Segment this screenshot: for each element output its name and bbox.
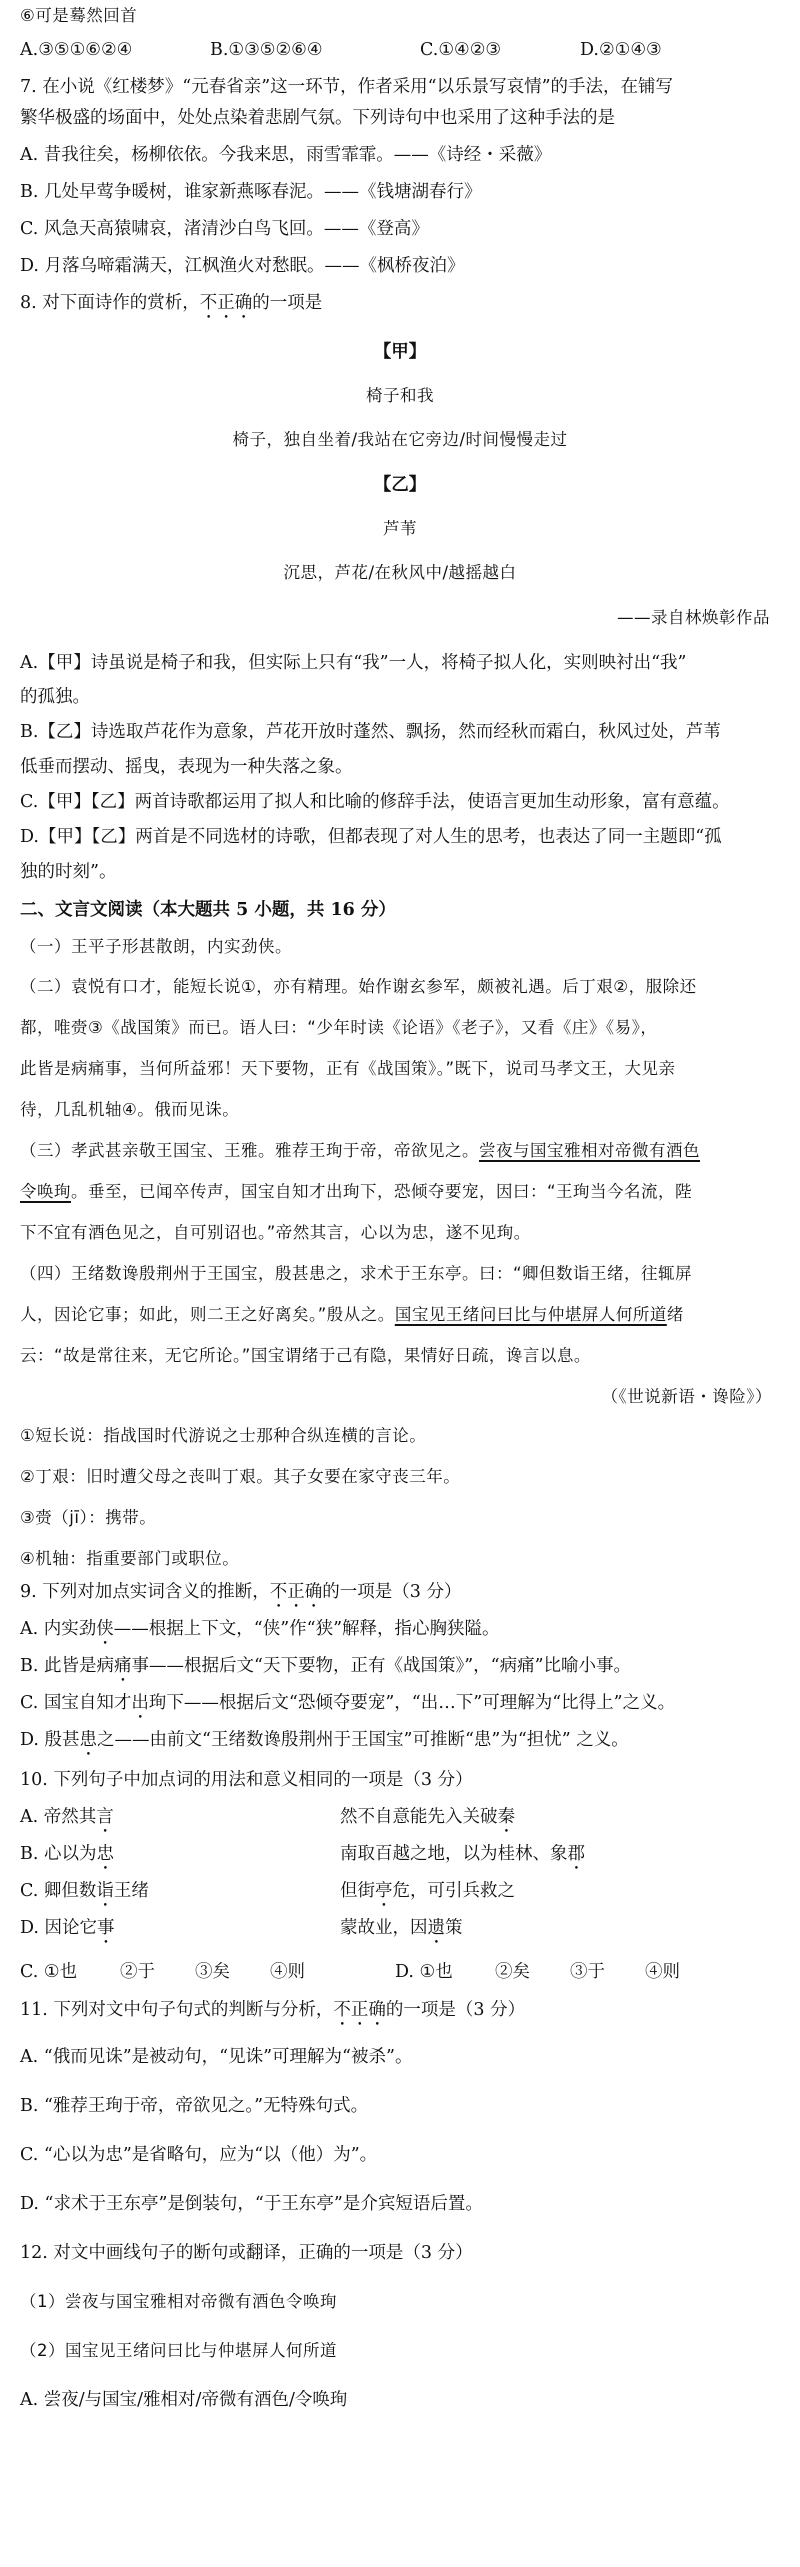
passage-3-line-3: 下不宜有酒色见之，自可别诏也。”帝然其言，心以为忠，遂不见珣。 [20, 1223, 531, 1242]
question-12-stem: 12. 对文中画线句子的断句或翻译，正确的一项是（3 分） [20, 2243, 473, 2263]
passage-text: 。垂至，已闻卒传声，国宝自知才出珣下，恐倾夺要宠，因曰：“王珣当今名流，陛 [71, 1182, 693, 1201]
question-12-sentence-1: （1）尝夜与国宝雅相对帝微有酒色令唤珣 [20, 2292, 337, 2311]
option-text: C. 国宝自知才 [20, 1693, 132, 1713]
question-7-option-c: C. 风急天高猿啸哀，渚清沙白鸟飞回。——《登高》 [20, 219, 429, 239]
poem-yi-title: 芦苇 [383, 519, 417, 538]
dotted-word: 郡 [567, 1844, 585, 1864]
dotted-word: 亭 [375, 1881, 393, 1901]
question-9-option-a [20, 1617, 780, 1649]
choice-token: ④则 [645, 1962, 680, 1982]
compare-sentence [340, 1879, 515, 1911]
question-10-option-a [20, 1805, 780, 1837]
passage-4-line-1: （四）王绪数谗殷荆州于王国宝，殷甚患之，求术于王东亭。曰：“卿但数诣王绪，往辄屏 [20, 1264, 693, 1283]
question-8-option-b-1: B.【乙】诗选取芦花作为意象，芦花开放时蓬然、飘扬，然而经秋而霜白，秋风过处，芦苇 [20, 722, 721, 742]
question-9-stem [20, 1580, 780, 1612]
question-10-option-b [20, 1842, 780, 1874]
order-option-d: D.②①④③ [580, 40, 662, 60]
option-text: 之——由前文“王绪数谗殷荆州于王国宝”可推断“患”为“担忧” 之义。 [97, 1730, 629, 1750]
dotted-word: 诣 [96, 1881, 114, 1901]
stem-text: 的一项是（3 分） [322, 1582, 462, 1602]
passage-1: （一）王平子形甚散朗，内实劲侠。 [20, 937, 292, 956]
order-option-c: C.①④②③ [420, 40, 502, 60]
stem-text: 的一项是（3 分） [385, 2000, 526, 2020]
choice-token: ②矣 [495, 1962, 530, 1982]
poem-yi-body: 沉思，芦花/在秋风中/越摇越白 [283, 563, 517, 582]
passage-text: （三）孝武甚亲敬王国宝、王雅。雅荐王珣于帝，帝欲见之。 [20, 1141, 479, 1160]
note-2: ②丁艰：旧时遭父母之丧叫丁艰。其子女要在家守丧三年。 [20, 1467, 461, 1486]
stem-text: 9. 下列对加点实词含义的推断， [20, 1582, 270, 1602]
underlined-sentence: 尝夜与国宝雅相对帝微有酒色 [479, 1141, 700, 1160]
dotted-word: 忠 [96, 1844, 114, 1864]
question-12-sentence-2: （2）国宝见王绪问曰比与仲堪屏人何所道 [20, 2341, 337, 2360]
option-text: ——根据上下文，“侠”作“狭”解释，指心胸狭隘。 [113, 1619, 500, 1639]
compare-sentence [340, 1805, 515, 1837]
option-text: 事——根据后文“天下要物，正有《战国策》”，“病痛”比喻小事。 [131, 1656, 632, 1676]
choice-token: ③于 [570, 1962, 605, 1982]
question-8-option-a-2: 的孤独。 [20, 687, 90, 707]
passage-text: 人，因论它事；如此，则二王之好离矣。”殷从之。 [20, 1305, 395, 1324]
dotted-word: 言 [96, 1807, 114, 1827]
stem-text: 的一项是 [252, 293, 323, 313]
question-7-option-b: B. 几处早莺争暖树，谁家新燕啄春泥。——《钱塘湖春行》 [20, 182, 482, 202]
passage-2-line-4: 待，几乱机轴④。俄而见诛。 [20, 1100, 240, 1119]
underlined-sentence: 国宝见王绪问曰比与仲堪屏人何所道 [394, 1305, 667, 1324]
order-option-a: A.③⑤①⑥②④ [20, 40, 133, 60]
stem-text: 11. 下列对文中句子句式的判断与分析， [20, 2000, 334, 2020]
choice-token: D. ①也 [395, 1962, 453, 1982]
dotted-word: 患 [79, 1730, 98, 1750]
option-text: A. 帝然其 [20, 1807, 97, 1827]
poem-jia-title: 椅子和我 [366, 386, 434, 405]
question-8-option-c: C.【甲】【乙】两首诗歌都运用了拟人和比喻的修辞手法，使语言更加生动形象，富有意蕴。 [20, 792, 730, 812]
dotted-word: 事 [97, 1918, 115, 1938]
poem-credit: ——录自林焕彰作品 [617, 608, 770, 627]
dotted-word: 出 [131, 1693, 149, 1713]
compare-text: 蒙故业，因 [340, 1918, 428, 1938]
option-text: A. 内实劲 [20, 1619, 97, 1639]
choice-token: ②于 [120, 1962, 155, 1982]
compare-text: 然不自意能先入关破 [340, 1807, 498, 1827]
question-9-option-c [20, 1691, 780, 1723]
option-text: 珣下——根据后文“恐倾夺要宠”，“出…下”可理解为“比得上”之义。 [148, 1693, 676, 1713]
emphasis-word: 不正确 [269, 1582, 323, 1602]
question-11-option-d: D. “求术于王东亭”是倒装句，“于王东亭”是介宾短语后置。 [20, 2194, 483, 2214]
question-8-option-d-2: 独的时刻”。 [20, 862, 117, 882]
dotted-word: 遗 [427, 1918, 445, 1938]
option-text: B. 此皆是病 [20, 1656, 114, 1676]
choice-token: ④则 [270, 1962, 305, 1982]
question-8-option-d-1: D.【甲】【乙】两首是不同选材的诗歌，但都表现了对人生的思考，也表达了同一主题即“孤 [20, 827, 722, 847]
question-7-stem-2: 繁华极盛的场面中，处处点染着悲剧气氛。下列诗句中也采用了这种手法的是 [20, 108, 615, 128]
question-12-option-a: A. 尝夜/与国宝/雅相对/帝微有酒色/令唤珣 [20, 2390, 348, 2410]
passage-text: 绪 [666, 1305, 684, 1324]
passage-4-line-3: 云：“故是常往来，无它所论。”国宝谓绪于己有隐，果情好日疏，谗言以息。 [20, 1346, 591, 1365]
passage-3-line-2 [20, 1180, 780, 1204]
option-text: 王绪 [113, 1881, 149, 1901]
dotted-word: 痛 [114, 1656, 132, 1676]
stem-text: 8. 对下面诗作的赏析， [20, 293, 200, 313]
poem-yi-heading: 【乙】 [373, 475, 427, 495]
option-text: B. 心以为 [20, 1844, 97, 1864]
question-8-option-a-1: A.【甲】诗虽说是椅子和我，但实际上只有“我”一人，将椅子拟人化，实则映衬出“我” [20, 653, 687, 673]
option-text: D. 殷甚 [20, 1730, 80, 1750]
question-11-stem [20, 1998, 780, 2030]
option-text: C. 卿但数 [20, 1881, 97, 1901]
emphasis-word: 不正确 [333, 2000, 386, 2020]
question-11-option-b: B. “雅荐王珣于帝，帝欲见之。”无特殊句式。 [20, 2096, 369, 2116]
question-7-option-a: A. 昔我往矣，杨柳依依。今我来思，雨雪霏霏。——《诗经・采薇》 [20, 145, 552, 165]
order-line-6: ⑥可是蓦然回首 [20, 6, 138, 25]
question-9-option-d [20, 1728, 780, 1760]
choice-token: ③矣 [195, 1962, 230, 1982]
note-1: ①短长说：指战国时代游说之士那种合纵连横的言论。 [20, 1426, 427, 1445]
passage-2-line-1: （二）袁悦有口才，能短长说①，亦有精理。始作谢玄参军，颇被礼遇。后丁艰②，服除还 [20, 977, 697, 996]
passage-4-line-2 [20, 1303, 780, 1327]
question-10-stem: 10. 下列句子中加点词的用法和意义相同的一项是（3 分） [20, 1770, 473, 1790]
dotted-word: 秦 [497, 1807, 515, 1827]
compare-sentence [340, 1842, 585, 1874]
passage-2-line-3: 此皆是病痛事，当何所益邪！天下要物，正有《战国策》。”既下，说司马孝文王，大见亲 [20, 1059, 676, 1078]
question-10-option-d [20, 1916, 780, 1948]
emphasis-word: 不正确 [199, 293, 253, 313]
dotted-word: 侠 [96, 1619, 114, 1639]
section-2-heading: 二、文言文阅读（本大题共 5 小题，共 16 分） [20, 900, 396, 920]
compare-text: 策 [445, 1918, 463, 1938]
question-8-option-b-2: 低垂而摆动、摇曳，表现为一种失落之象。 [20, 757, 353, 777]
question-11-option-c: C. “心以为忠”是省略句，应为“以（他）为”。 [20, 2145, 378, 2165]
note-4: ④机轴：指重要部门或职位。 [20, 1549, 240, 1568]
compare-text: 危，可引兵救之 [392, 1881, 515, 1901]
question-7-option-d: D. 月落乌啼霜满天，江枫渔火对愁眠。——《枫桥夜泊》 [20, 256, 465, 276]
question-9-option-b [20, 1654, 780, 1686]
compare-text: 但街 [340, 1881, 375, 1901]
note-3: ③赍（jī）：携带。 [20, 1508, 157, 1527]
question-8-stem [20, 291, 780, 323]
option-text: D. 因论它 [20, 1918, 98, 1938]
question-7-stem-1: 7. 在小说《红楼梦》“元春省亲”这一环节，作者采用“以乐景写哀情”的手法，在铺写 [20, 77, 674, 97]
passage-3-line-1 [20, 1139, 780, 1163]
underlined-sentence: 令唤珣 [20, 1182, 71, 1201]
poem-jia-body: 椅子，独自坐着/我站在它旁边/时间慢慢走过 [232, 430, 568, 449]
passage-source: （《世说新语・谗险》） [601, 1387, 772, 1406]
question-11-option-a: A. “俄而见诛”是被动句，“见诛”可理解为“被杀”。 [20, 2047, 413, 2067]
choice-token: C. ①也 [20, 1962, 78, 1982]
poem-jia-heading: 【甲】 [373, 342, 427, 362]
passage-2-line-2: 都，唯赍③《战国策》而已。语人曰：“少年时读《论语》《老子》，又看《庄》《易》， [20, 1018, 658, 1037]
question-10-option-c [20, 1879, 780, 1911]
compare-sentence [340, 1916, 463, 1948]
compare-text: 南取百越之地，以为桂林、象 [340, 1844, 568, 1864]
order-option-b: B.①③⑤②⑥④ [210, 40, 323, 60]
